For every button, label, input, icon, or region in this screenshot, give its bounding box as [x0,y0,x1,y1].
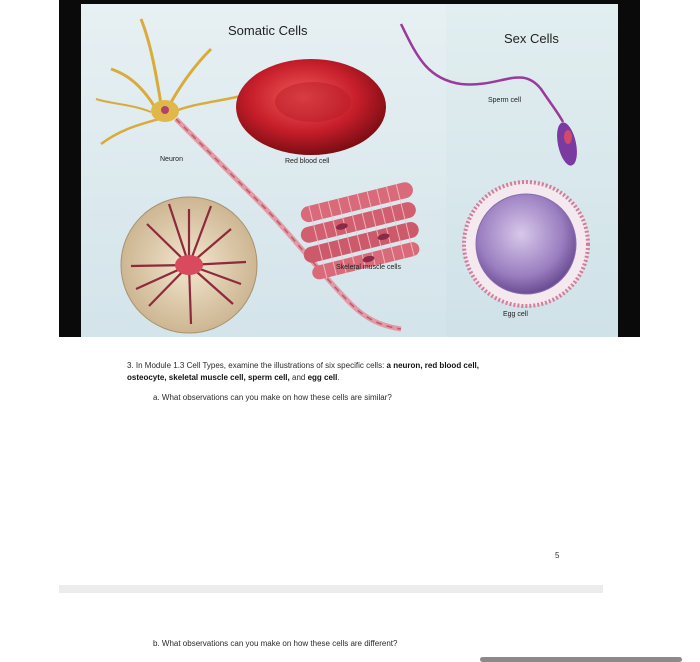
horizontal-scrollbar[interactable] [480,657,682,662]
cell-list-egg: egg cell [307,373,338,382]
red-blood-cell-label: Red blood cell [285,158,330,165]
skeletal-muscle-label: Skeletal muscle cells [336,264,401,271]
sex-cells-heading: Sex Cells [504,31,559,46]
question-part-a: a. What observations can you make on how these cells are similar? [153,393,392,402]
page-number: 5 [555,551,560,560]
question-3 [127,360,567,384]
cell-list-rest: osteocyte, skeletal muscle cell, sperm cell, [127,373,290,382]
osteocyte-drawing [121,197,257,333]
question-end: . [337,373,340,382]
cell-illustration [81,4,618,337]
cell-drawings [81,4,618,337]
sperm-cell-label: Sperm cell [488,97,522,104]
question-part-b: b. What observations can you make on how these cells are different? [153,639,398,648]
cell-list-neuron: a neuron, red blood cell, [386,361,479,370]
page-divider [59,585,603,593]
question-conjunction: and [289,373,308,382]
question-intro: 3. In Module 1.3 Cell Types, examine the illustrations of six specific cells: [127,361,387,370]
red-blood-cell-drawing [236,59,386,155]
egg-cell-label: Egg cell [503,311,528,318]
egg-cell-drawing [464,182,588,306]
neuron-label: Neuron [160,156,183,163]
somatic-cells-heading: Somatic Cells [228,23,308,38]
document-page-next [59,593,603,662]
